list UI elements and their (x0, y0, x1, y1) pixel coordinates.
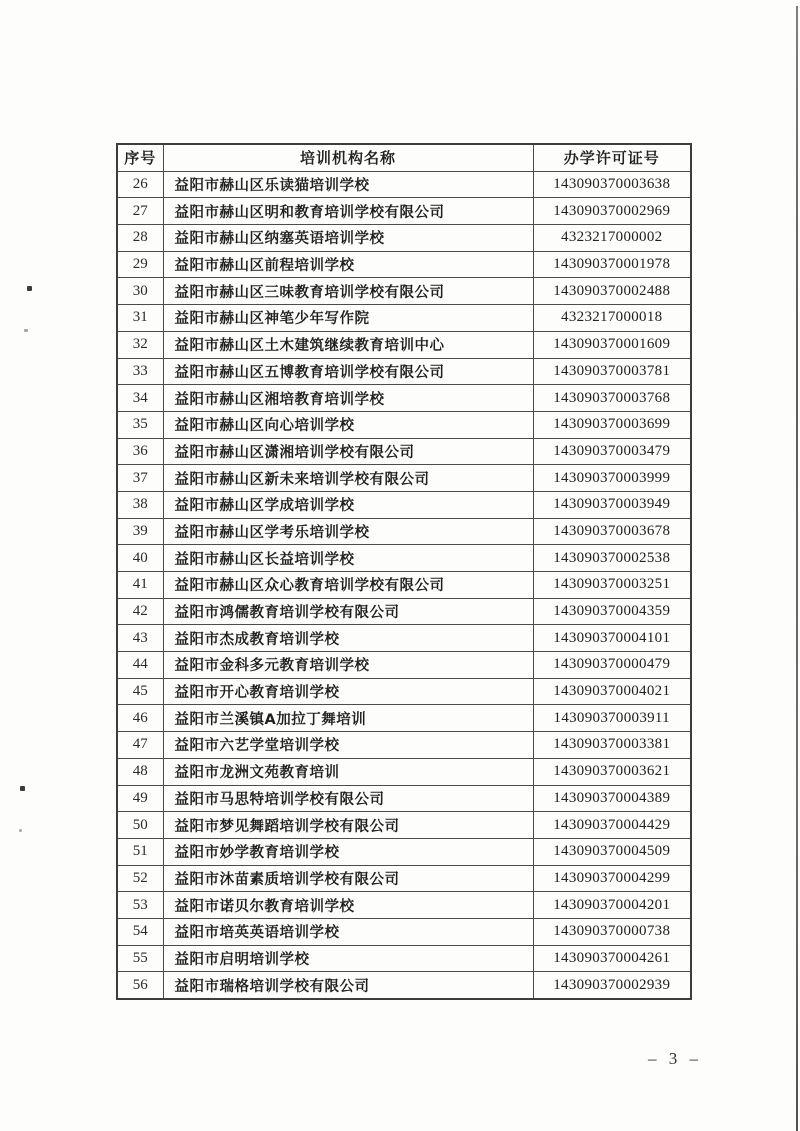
row-index-cell: 48 (117, 758, 163, 785)
row-index-cell: 35 (117, 411, 163, 438)
training-institutions-table (116, 143, 692, 1000)
scan-speck (27, 286, 32, 291)
row-license-cell: 143090370002939 (533, 972, 691, 999)
table-row (117, 465, 691, 492)
row-name-cell: 益阳市启明培训学校 (163, 945, 533, 972)
row-license-cell: 143090370004201 (533, 892, 691, 919)
row-license-cell: 143090370002488 (533, 278, 691, 305)
row-license-cell: 4323217000002 (533, 225, 691, 252)
row-name-cell: 益阳市赫山区神笔少年写作院 (163, 305, 533, 332)
table-row (117, 812, 691, 839)
table-row (117, 785, 691, 812)
row-license-cell: 143090370004021 (533, 678, 691, 705)
row-name-cell: 益阳市妙学教育培训学校 (163, 838, 533, 865)
table-row (117, 545, 691, 572)
row-license-cell: 143090370003911 (533, 705, 691, 732)
row-index-cell: 28 (117, 225, 163, 252)
row-license-cell: 143090370003479 (533, 438, 691, 465)
table-row (117, 758, 691, 785)
table-row (117, 892, 691, 919)
scan-speck (19, 829, 22, 832)
table-row (117, 358, 691, 385)
table-body (117, 171, 691, 999)
row-name-cell: 益阳市赫山区五博教育培训学校有限公司 (163, 358, 533, 385)
row-name-cell: 益阳市兰溪镇A加拉丁舞培训 (163, 705, 533, 732)
row-name-cell: 益阳市金科多元教育培训学校 (163, 652, 533, 679)
table-row (117, 705, 691, 732)
row-license-cell: 143090370003621 (533, 758, 691, 785)
row-index-cell: 40 (117, 545, 163, 572)
row-license-cell: 143090370003768 (533, 385, 691, 412)
row-license-cell: 143090370003949 (533, 491, 691, 518)
row-name-cell: 益阳市赫山区三味教育培训学校有限公司 (163, 278, 533, 305)
table-row (117, 198, 691, 225)
row-name-cell: 益阳市龙洲文苑教育培训 (163, 758, 533, 785)
row-name-cell: 益阳市瑞格培训学校有限公司 (163, 972, 533, 999)
row-license-cell: 143090370000738 (533, 918, 691, 945)
table-row (117, 331, 691, 358)
table-row (117, 411, 691, 438)
row-name-cell: 益阳市赫山区前程培训学校 (163, 251, 533, 278)
row-index-cell: 49 (117, 785, 163, 812)
row-index-cell: 34 (117, 385, 163, 412)
row-license-cell: 143090370003678 (533, 518, 691, 545)
row-index-cell: 44 (117, 652, 163, 679)
table-row (117, 225, 691, 252)
row-name-cell: 益阳市开心教育培训学校 (163, 678, 533, 705)
table-row (117, 678, 691, 705)
row-name-cell: 益阳市沐苗素质培训学校有限公司 (163, 865, 533, 892)
table-row (117, 865, 691, 892)
row-license-cell: 143090370003381 (533, 732, 691, 759)
row-license-cell: 143090370002538 (533, 545, 691, 572)
row-license-cell: 143090370003251 (533, 572, 691, 599)
table-row (117, 918, 691, 945)
row-name-cell: 益阳市赫山区向心培训学校 (163, 411, 533, 438)
row-license-cell: 143090370004389 (533, 785, 691, 812)
row-index-cell: 54 (117, 918, 163, 945)
table-row (117, 572, 691, 599)
table-row (117, 305, 691, 332)
table-row (117, 171, 691, 198)
row-index-cell: 42 (117, 598, 163, 625)
table-row (117, 251, 691, 278)
row-license-cell: 143090370001978 (533, 251, 691, 278)
row-index-cell: 56 (117, 972, 163, 999)
scan-speck (20, 786, 25, 791)
row-index-cell: 29 (117, 251, 163, 278)
row-name-cell: 益阳市培英英语培训学校 (163, 918, 533, 945)
row-license-cell: 143090370003781 (533, 358, 691, 385)
row-license-cell: 143090370004101 (533, 625, 691, 652)
row-index-cell: 50 (117, 812, 163, 839)
table-row (117, 278, 691, 305)
row-index-cell: 53 (117, 892, 163, 919)
row-license-cell: 143090370004261 (533, 945, 691, 972)
row-name-cell: 益阳市诺贝尔教育培训学校 (163, 892, 533, 919)
row-name-cell: 益阳市赫山区明和教育培训学校有限公司 (163, 198, 533, 225)
row-name-cell: 益阳市赫山区潇湘培训学校有限公司 (163, 438, 533, 465)
table-row (117, 838, 691, 865)
row-name-cell: 益阳市赫山区新未来培训学校有限公司 (163, 465, 533, 492)
row-name-cell: 益阳市鸿儒教育培训学校有限公司 (163, 598, 533, 625)
row-name-cell: 益阳市赫山区纳塞英语培训学校 (163, 225, 533, 252)
scan-speck (24, 329, 28, 332)
row-name-cell: 益阳市赫山区湘培教育培训学校 (163, 385, 533, 412)
table-row (117, 385, 691, 412)
table-row (117, 491, 691, 518)
page-number: – 3 – (648, 1049, 702, 1068)
row-license-cell: 143090370000479 (533, 652, 691, 679)
row-name-cell: 益阳市赫山区学考乐培训学校 (163, 518, 533, 545)
row-name-cell: 益阳市赫山区学成培训学校 (163, 491, 533, 518)
row-index-cell: 38 (117, 491, 163, 518)
row-name-cell: 益阳市杰成教育培训学校 (163, 625, 533, 652)
row-name-cell: 益阳市六艺学堂培训学校 (163, 732, 533, 759)
row-index-cell: 36 (117, 438, 163, 465)
table-row (117, 438, 691, 465)
row-license-cell: 143090370004429 (533, 812, 691, 839)
header-institution-name: 培训机构名称 (163, 144, 533, 171)
row-license-cell: 143090370002969 (533, 198, 691, 225)
row-license-cell: 143090370001609 (533, 331, 691, 358)
table-row (117, 518, 691, 545)
row-name-cell: 益阳市梦见舞蹈培训学校有限公司 (163, 812, 533, 839)
row-license-cell: 143090370004509 (533, 838, 691, 865)
table-row (117, 652, 691, 679)
table-row (117, 598, 691, 625)
table-row (117, 625, 691, 652)
row-name-cell: 益阳市赫山区众心教育培训学校有限公司 (163, 572, 533, 599)
row-index-cell: 39 (117, 518, 163, 545)
row-index-cell: 30 (117, 278, 163, 305)
scan-edge-line (796, 6, 798, 1131)
row-index-cell: 41 (117, 572, 163, 599)
row-index-cell: 31 (117, 305, 163, 332)
row-name-cell: 益阳市马思特培训学校有限公司 (163, 785, 533, 812)
header-index: 序号 (117, 144, 163, 171)
table-row (117, 732, 691, 759)
row-index-cell: 55 (117, 945, 163, 972)
row-index-cell: 51 (117, 838, 163, 865)
row-index-cell: 27 (117, 198, 163, 225)
row-license-cell: 143090370003638 (533, 171, 691, 198)
row-license-cell: 143090370003999 (533, 465, 691, 492)
table-row (117, 945, 691, 972)
row-license-cell: 143090370003699 (533, 411, 691, 438)
row-index-cell: 45 (117, 678, 163, 705)
row-index-cell: 33 (117, 358, 163, 385)
row-index-cell: 32 (117, 331, 163, 358)
row-index-cell: 37 (117, 465, 163, 492)
row-index-cell: 26 (117, 171, 163, 198)
row-index-cell: 52 (117, 865, 163, 892)
row-index-cell: 46 (117, 705, 163, 732)
row-name-cell: 益阳市赫山区乐读猫培训学校 (163, 171, 533, 198)
row-name-cell: 益阳市赫山区土木建筑继续教育培训中心 (163, 331, 533, 358)
row-index-cell: 43 (117, 625, 163, 652)
row-index-cell: 47 (117, 732, 163, 759)
table-row (117, 972, 691, 999)
row-license-cell: 143090370004299 (533, 865, 691, 892)
row-license-cell: 143090370004359 (533, 598, 691, 625)
row-license-cell: 4323217000018 (533, 305, 691, 332)
row-name-cell: 益阳市赫山区长益培训学校 (163, 545, 533, 572)
header-license-number: 办学许可证号 (533, 144, 691, 171)
table-header-row (117, 144, 691, 171)
